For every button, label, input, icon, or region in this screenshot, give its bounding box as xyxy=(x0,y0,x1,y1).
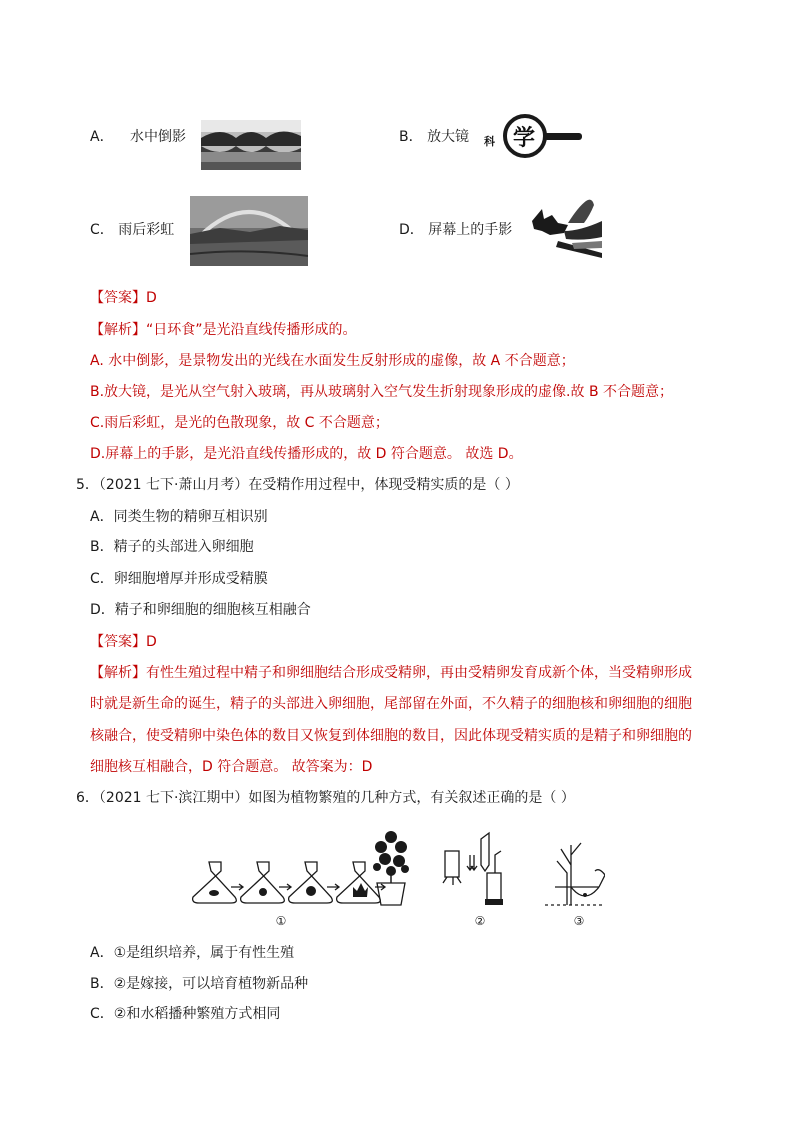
q4-analysis-line: C.雨后彩虹，是光的色散现象，故 C 不合题意； xyxy=(90,415,389,431)
option-letter: B． xyxy=(399,129,423,145)
answer-tag: 【答案】 xyxy=(90,634,146,650)
q5-analysis-line: 时就是新生命的诞生，精子的头部进入卵细胞，尾部留在外面，不久精子的细胞核和卵细胞的细胞 xyxy=(90,696,692,712)
q4-answer xyxy=(90,288,157,308)
q6-option[interactable] xyxy=(90,943,294,963)
option-number: ② xyxy=(113,1006,127,1022)
plant-reproduction-figure xyxy=(185,825,605,930)
figure-label-2: ② xyxy=(474,914,486,928)
figure-label-3: ③ xyxy=(573,914,585,928)
analysis-text: 有性生殖过程中精子和卵细胞结合形成受精卵，再由受精卵发育成新个体，当受精卵形成 xyxy=(146,665,692,681)
q4-analysis-line: B.放大镜，是光从空气射入玻璃，再从玻璃射入空气发生折射现象形成的虚像.故 B 不合题意； xyxy=(90,384,674,400)
figure-label-1: ① xyxy=(275,914,287,928)
analysis-tag: 【解析】 xyxy=(90,665,146,681)
option-letter: D． xyxy=(399,222,424,238)
q4-analysis-line: D.屏幕上的手影，是光沿直线传播形成的，故 D 符合题意。 故选 D。 xyxy=(90,446,523,462)
option-text: 放大镜 xyxy=(427,129,470,145)
q5-answer xyxy=(90,632,157,652)
option-text: 和水稻播种繁殖方式相同 xyxy=(126,1006,281,1022)
option-letter: A． xyxy=(90,945,114,961)
option-letter: A． xyxy=(90,129,114,145)
q5-analysis-line: 细胞核互相融合，D 符合题意。 故答案为：D xyxy=(90,759,373,775)
option-letter: B． xyxy=(90,976,114,992)
lens-char-large: 学 xyxy=(513,126,536,151)
q4-analysis-intro xyxy=(90,320,357,340)
magnifier-image xyxy=(480,112,590,162)
option-d[interactable] xyxy=(399,220,512,240)
answer-value: D xyxy=(146,634,157,650)
option-text: 是组织培养，属于有性生殖 xyxy=(126,945,295,961)
option-text: 屏幕上的手影 xyxy=(428,222,513,238)
option-letter: C． xyxy=(90,222,114,238)
q6-stem: 6．（2021 七下·滨江期中）如图为植物繁殖的几种方式，有关叙述正确的是（ ） xyxy=(76,790,575,806)
lens-char-small: 科 xyxy=(484,135,495,148)
option-c[interactable] xyxy=(90,220,174,240)
option-text: 水中倒影 xyxy=(130,129,187,145)
hand-shadow-image xyxy=(528,193,603,258)
q5-option[interactable]: B．精子的头部进入卵细胞 xyxy=(90,539,254,555)
rainbow-image xyxy=(190,196,308,266)
q5-analysis-line-1 xyxy=(90,663,692,683)
q6-option[interactable] xyxy=(90,974,308,994)
option-number: ② xyxy=(113,976,127,992)
option-a[interactable] xyxy=(90,127,186,147)
analysis-tag: 【解析】 xyxy=(90,322,146,338)
option-text: 是嫁接，可以培育植物新品种 xyxy=(126,976,309,992)
option-letter: C． xyxy=(90,1006,114,1022)
option-text: 雨后彩虹 xyxy=(118,222,175,238)
water-reflection-image xyxy=(201,120,301,170)
answer-value: D xyxy=(146,290,157,306)
q5-stem: 5．（2021 七下·萧山月考）在受精作用过程中，体现受精实质的是（ ） xyxy=(76,477,519,493)
q5-analysis-line: 核融合，使受精卵中染色体的数目又恢复到体细胞的数目，因此体现受精实质的是精子和卵细胞的 xyxy=(90,728,692,744)
q4-analysis-line: A. 水中倒影，是景物发出的光线在水面发生反射形成的虚像，故 A 不合题意； xyxy=(90,353,575,369)
option-b[interactable] xyxy=(399,127,469,147)
answer-tag: 【答案】 xyxy=(90,290,146,306)
q5-option[interactable]: D．精子和卵细胞的细胞核互相融合 xyxy=(90,602,311,618)
analysis-intro-text: “日环食”是光沿直线传播形成的。 xyxy=(146,322,357,338)
q6-option[interactable] xyxy=(90,1004,280,1024)
q5-option[interactable]: C．卵细胞增厚并形成受精膜 xyxy=(90,571,268,587)
option-number: ① xyxy=(113,945,127,961)
q5-option[interactable]: A．同类生物的精卵互相识别 xyxy=(90,509,268,525)
